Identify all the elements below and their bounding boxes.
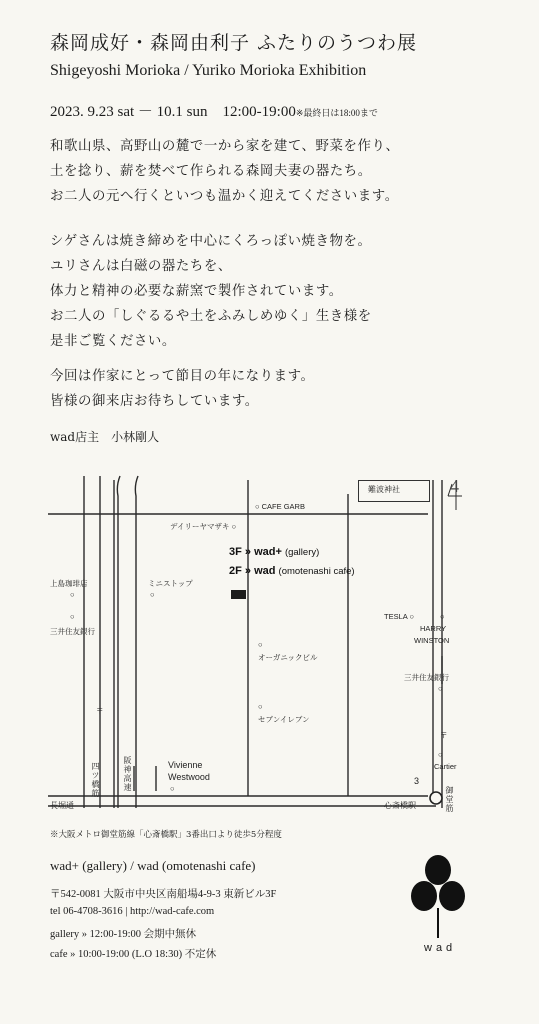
date-note: ※最終日は18:00まで bbox=[295, 108, 378, 118]
map-dot: ○ bbox=[70, 612, 75, 621]
owner-signature: wad店主 小林剛人 bbox=[50, 430, 160, 444]
westwood-label: Westwood bbox=[168, 772, 210, 782]
cartier-label: Cartier bbox=[434, 762, 457, 771]
map-dot: ○ bbox=[438, 750, 443, 759]
floor3-text: 3F » wad+ bbox=[229, 546, 282, 558]
map-dot: ○ bbox=[170, 784, 175, 793]
floor2-sub: (omotenashi cafe) bbox=[278, 566, 355, 577]
cafe-hours: cafe » 10:00-19:00 (L.O 18:30) 不定休 bbox=[50, 949, 217, 960]
shinsaibashi-station: 心斎橋駅 bbox=[384, 801, 416, 810]
shop-name: wad+ (gallery) / wad (omotenashi cafe) bbox=[50, 858, 256, 873]
midosuji-street: 御堂筋 bbox=[445, 786, 454, 813]
smbc-right-label: 三井住友銀行 bbox=[404, 673, 449, 682]
address: 〒542-0081 大阪市中央区南船場4-9-3 東新ビル3F bbox=[50, 889, 277, 900]
text-line: 今回は作家にとって節目の年になります。 bbox=[50, 369, 315, 384]
seven-eleven-label: セブンイレブン bbox=[258, 715, 310, 724]
nagahoribashi-street: 長堀通 bbox=[50, 801, 74, 810]
north-mark: 4 bbox=[450, 476, 459, 496]
text-line: お二人の「しぐるるや土をふみしめゆく」生き様を bbox=[50, 309, 372, 324]
smbc-left-label: 三井住友銀行 bbox=[50, 627, 95, 636]
daily-yamazaki-text: デイリーヤマザキ bbox=[170, 522, 230, 531]
daily-yamazaki-label: デイリーヤマザキ ○ bbox=[170, 522, 237, 531]
floor2-text: 2F » wad bbox=[229, 565, 276, 577]
text-line: ユリさんは白磁の器たちを、 bbox=[50, 259, 232, 274]
access-note: ※大阪メトロ御堂筋線「心斎橋駅」3番出口より徒歩5分程度 bbox=[50, 830, 282, 840]
cafe-garb-label: ○ CAFE GARB bbox=[255, 502, 305, 511]
map-dot: ○ bbox=[150, 590, 155, 599]
artists-paragraph bbox=[50, 229, 372, 354]
map-dot: ○ bbox=[258, 702, 263, 711]
access-map bbox=[48, 466, 492, 818]
map-dot: ○ bbox=[440, 612, 445, 621]
date-range: 2023. 9.23 sat － 10.1 sun 12:00-19:00 bbox=[50, 104, 296, 120]
text-line: 皆様の御来店お待ちしています。 bbox=[50, 394, 259, 409]
map-dot: ○ bbox=[258, 640, 263, 649]
post-office-right: 〒 bbox=[440, 731, 448, 740]
title-japanese: 森岡成好・森岡由利子 ふたりのうつわ展 bbox=[50, 32, 418, 54]
shrine-label: 難波神社 bbox=[368, 485, 400, 494]
text-line: 土を捻り、薪を焚べて作られる森岡夫妻の器たち。 bbox=[50, 164, 372, 179]
post-office-left: 〒 bbox=[96, 707, 104, 716]
text-line: お二人の元へ行くといつも温かく迎えてくださいます。 bbox=[50, 189, 399, 204]
hanshin-expressway: 阪神高速 bbox=[123, 756, 132, 792]
intro-paragraph bbox=[50, 134, 400, 209]
closing-paragraph bbox=[50, 364, 314, 414]
floor3-label bbox=[229, 546, 319, 558]
text-line: シゲさんは焼き締めを中心にくろっぽい焼き物を。 bbox=[50, 234, 372, 249]
contact-line: tel 06-4708-3616 | http://wad-cafe.com bbox=[50, 906, 215, 917]
yotsuhashi-street: 四ツ橋筋 bbox=[91, 762, 100, 798]
exit-number: 3 bbox=[414, 776, 420, 786]
floor2-label bbox=[229, 565, 355, 577]
exhibition-date bbox=[50, 100, 378, 121]
map-dot: ○ bbox=[70, 590, 75, 599]
text-line: 体力と精神の必要な薪窯で製作されています。 bbox=[50, 284, 343, 299]
tesla-text: TESLA bbox=[384, 612, 408, 621]
gallery-hours: gallery » 12:00-19:00 会期中無休 bbox=[50, 929, 197, 940]
harry-label: HARRY bbox=[420, 624, 447, 633]
floor3-sub: (gallery) bbox=[284, 547, 320, 558]
uejima-coffee-label: 上島珈琲店 bbox=[50, 579, 88, 588]
ministop-label: ミニストップ bbox=[148, 579, 193, 588]
cafe-garb-text: CAFE GARB bbox=[261, 502, 305, 511]
organic-building-label: オーガニックビル bbox=[258, 653, 318, 662]
logo-text: wad bbox=[424, 942, 457, 954]
wad-logo-icon bbox=[408, 850, 468, 950]
map-dot: ○ bbox=[438, 684, 443, 693]
tesla-label: TESLA ○ bbox=[384, 612, 414, 621]
vivienne-label: Vivienne bbox=[168, 760, 203, 770]
title-english: Shigeyoshi Morioka / Yuriko Morioka Exhibition bbox=[50, 62, 367, 79]
text-line: 和歌山県、高野山の麓で一から家を建て、野菜を作り、 bbox=[50, 139, 400, 154]
winston-label: WINSTON bbox=[414, 636, 450, 645]
text-line: 是非ご覧ください。 bbox=[50, 334, 176, 349]
